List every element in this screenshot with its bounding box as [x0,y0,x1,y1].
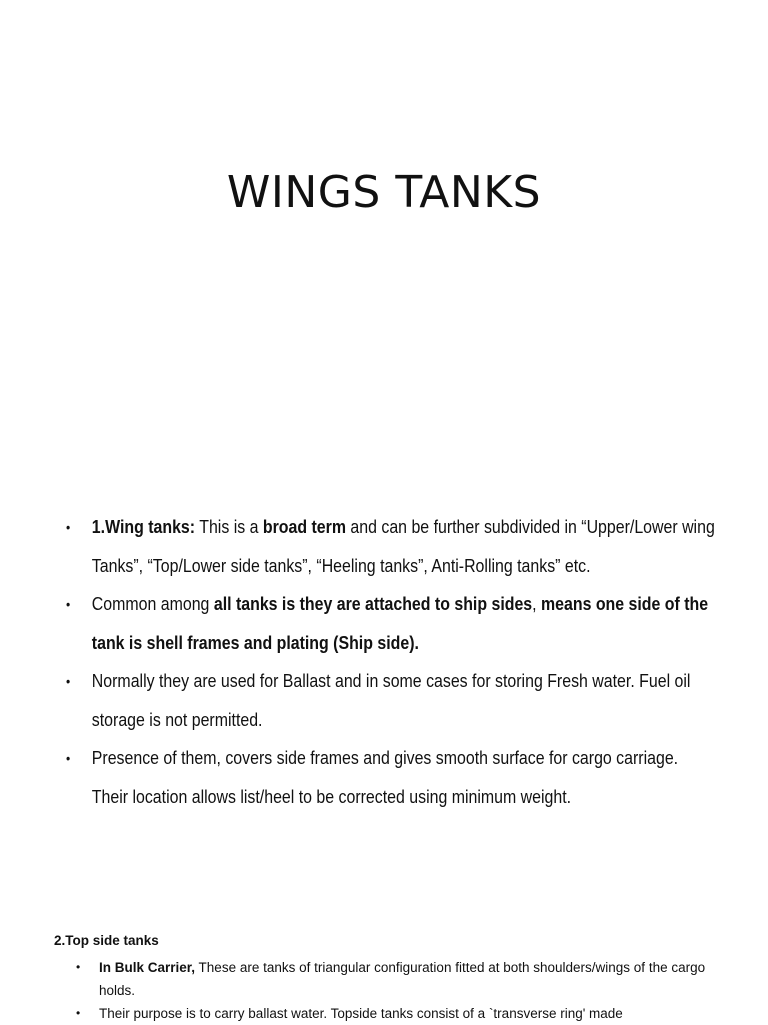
top-side-tanks-list [54,956,734,1025]
item-text: Normally they are used for Ballast and in some cases for storing Fresh water. Fuel oil storage is not permitted. [91,670,691,730]
bullet-icon: • [66,750,71,766]
bullet-icon: • [66,673,71,689]
bullet-icon: • [66,519,71,535]
list-item [66,508,716,585]
item-text: and can be further subdivided in “Upper/Lower wing Tanks”, “Top/Lower side tanks”, “Heeling tanks”, Anti-Rolling tanks” etc. [91,516,715,576]
item-text: This is a [195,516,263,537]
item-term: means one side of the tank is shell frames and plating (Ship side). [91,593,709,653]
wing-tanks-list [66,508,716,816]
item-text: These are tanks of triangular configuration fitted at both shoulders/wings of the cargo holds. [99,960,706,998]
item-term: 1.Wing tanks: [91,516,196,537]
page-title: WINGS TANKS [226,167,542,218]
bullet-icon: • [76,960,81,974]
item-text: Their purpose is to carry ballast water. Topside tanks consist of a `transverse ring' made [99,1006,623,1021]
top-side-tanks-section [54,930,734,1025]
list-item [54,1002,734,1025]
list-item [66,739,716,816]
list-item [54,956,734,1002]
section-heading: 2.Top side tanks [54,933,159,948]
item-text: Presence of them, covers side frames and gives smooth surface for cargo carriage. Their location allows list/heel to be corrected using minimum weight. [91,747,679,807]
list-item [66,662,716,739]
bullet-icon: • [66,596,71,612]
item-term: In Bulk Carrier, [99,960,196,975]
list-item [66,585,716,662]
item-term: all tanks is they are attached to ship sides [213,593,533,614]
bullet-icon: • [76,1006,81,1020]
item-term: broad term [262,516,346,537]
item-text: , [532,593,542,614]
item-text: Common among [91,593,214,614]
